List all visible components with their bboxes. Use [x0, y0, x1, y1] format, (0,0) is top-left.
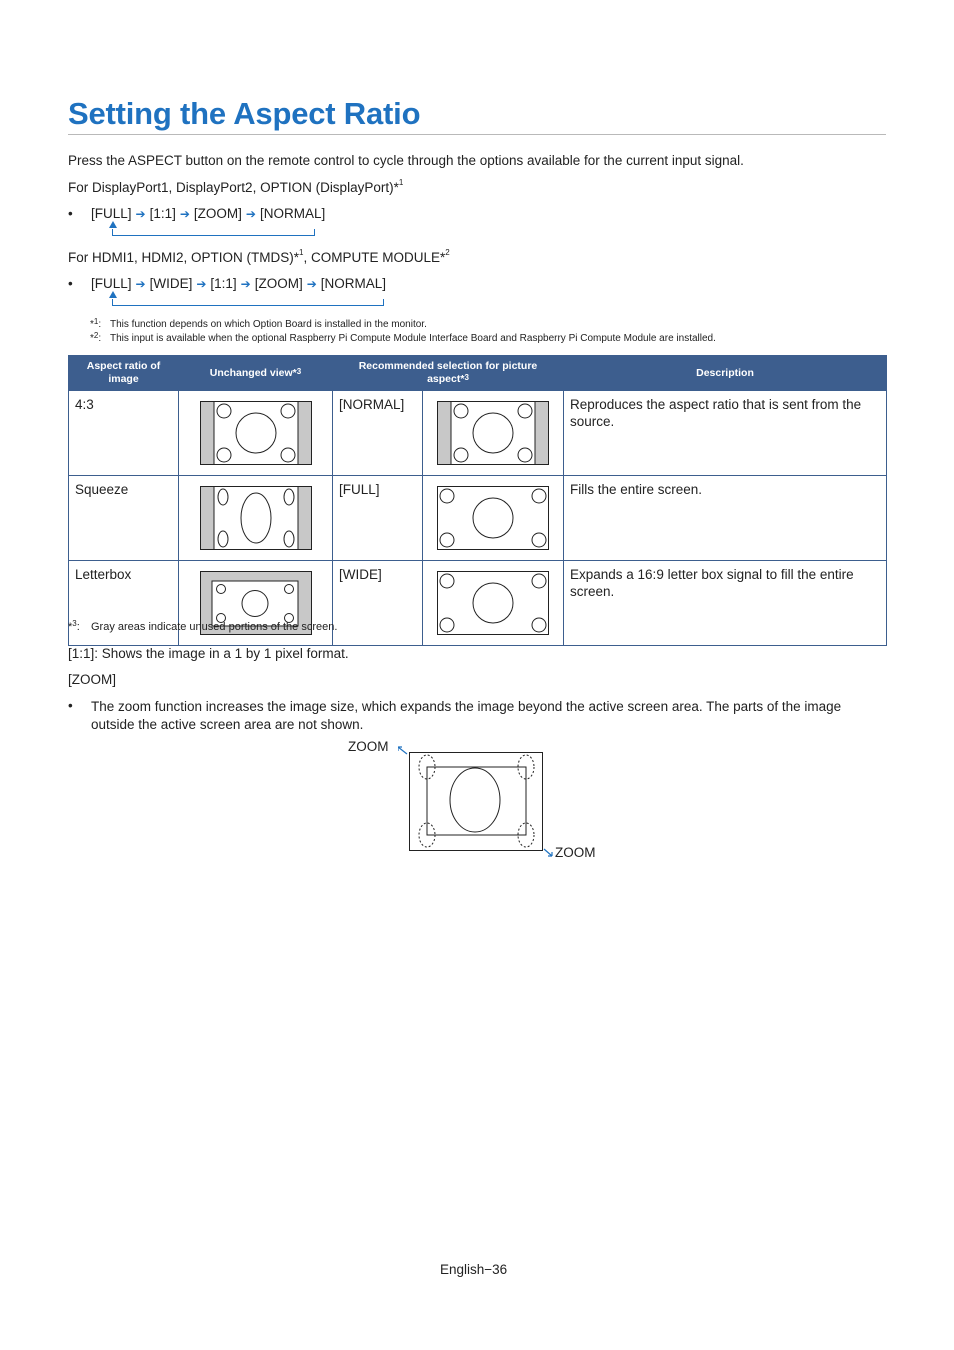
option-normal: [NORMAL] [259, 206, 326, 221]
arrow-right-icon: ➔ [196, 277, 207, 291]
title-divider [68, 134, 886, 135]
aspect-cell: Squeeze [69, 476, 179, 561]
hdmi-heading-text: For HDMI1, HDMI2, OPTION (TMDS)* [68, 250, 300, 265]
table-header-row [69, 356, 887, 391]
table-row [69, 391, 887, 476]
recommended-wide-image [423, 561, 564, 646]
footnote-ref: 1 [398, 178, 404, 187]
option-1to1: [1:1] [210, 276, 237, 291]
option-full: [FULL] [91, 206, 132, 221]
description-cell: Reproduces the aspect ratio that is sent from the source. [564, 391, 887, 476]
option-full: [FULL] [91, 276, 132, 291]
header-recommended: Recommended selection for picture aspect*$^3$ [333, 356, 564, 391]
zoom-bullet-text: The zoom function increases the image size, which expands the image beyond the active screen area. The parts of the image outside the active screen area are not shown. [91, 699, 842, 732]
selection-cell: [WIDE] [333, 561, 423, 646]
zoom-diagram [348, 739, 608, 865]
recommended-normal-image [423, 391, 564, 476]
header-description: Description [564, 356, 887, 391]
sequence-text [91, 276, 386, 291]
zoom-illustration-image [398, 745, 603, 860]
page-title: Setting the Aspect Ratio [68, 96, 421, 131]
table-row [69, 476, 887, 561]
bullet: • [68, 206, 73, 221]
bullet: • [68, 276, 73, 291]
unchanged-view-4-3-image [179, 391, 333, 476]
aspect-ratio-table [68, 355, 887, 646]
cycle-return-arrow-icon [112, 229, 315, 236]
footnote-ref: 2 [445, 248, 450, 257]
cycle-return-arrow-icon [112, 299, 384, 306]
selection-cell: [FULL] [333, 476, 423, 561]
footnote-text: This function depends on which Option Board is installed in the monitor. [110, 319, 427, 330]
table-note-text: Gray areas indicate unused portions of the screen. [91, 621, 338, 633]
arrow-right-icon: ➔ [135, 207, 146, 221]
arrow-right-icon: ➔ [179, 207, 190, 221]
arrow-right-icon: ➔ [245, 207, 256, 221]
option-zoom: [ZOOM] [254, 276, 303, 291]
displayport-heading [68, 180, 403, 195]
hdmi-heading-text-2: , COMPUTE MODULE* [303, 250, 446, 265]
footnote-text: This input is available when the optional Raspberry Pi Compute Module Interface Board and Raspberry Pi Compute Module are installed. [110, 333, 716, 344]
zoom-label-top: ZOOM [348, 739, 389, 754]
selection-cell: [NORMAL] [333, 391, 423, 476]
sequence-text [91, 206, 325, 221]
footnote-1: *$^1$: This function depends on which Option Board is installed in the monitor. [90, 317, 427, 330]
table-note: *$^3$: Gray areas indicate unused portions of the screen. [68, 619, 338, 633]
option-zoom: [ZOOM] [193, 206, 242, 221]
option-1to1: [1:1] [149, 206, 176, 221]
option-normal: [NORMAL] [320, 276, 387, 291]
arrow-right-icon: ➔ [306, 277, 317, 291]
displayport-heading-text: For DisplayPort1, DisplayPort2, OPTION (DisplayPort)* [68, 180, 399, 195]
recommended-full-image [423, 476, 564, 561]
description-cell: Fills the entire screen. [564, 476, 887, 561]
unchanged-view-squeeze-image [179, 476, 333, 561]
arrow-right-icon: ➔ [240, 277, 251, 291]
zoom-heading: [ZOOM] [68, 672, 116, 687]
header-unchanged: Unchanged view*$^3$ [179, 356, 333, 391]
footnote-2: *$^2$: This input is available when the optional Raspberry Pi Compute Module Interface Board and Raspberry Pi Compute Module are installed. [90, 331, 716, 344]
one-to-one-description: [1:1]: Shows the image in a 1 by 1 pixel format. [68, 646, 349, 661]
option-wide: [WIDE] [149, 276, 193, 291]
page-number: English−36 [440, 1262, 508, 1277]
aspect-cell: Letterbox [69, 561, 179, 646]
aspect-cell: 4:3 [69, 391, 179, 476]
hdmi-heading [68, 250, 450, 265]
footnote-ref: 1 [299, 248, 304, 257]
arrow-right-icon: ➔ [135, 277, 146, 291]
description-cell: Expands a 16:9 letter box signal to fill the entire screen. [564, 561, 887, 646]
zoom-label-bottom: ZOOM [555, 845, 596, 860]
header-aspect: Aspect ratio of image [69, 356, 179, 391]
intro-text: Press the ASPECT button on the remote control to cycle through the options available for the current input signal. [68, 153, 744, 168]
bullet: • [68, 698, 73, 713]
